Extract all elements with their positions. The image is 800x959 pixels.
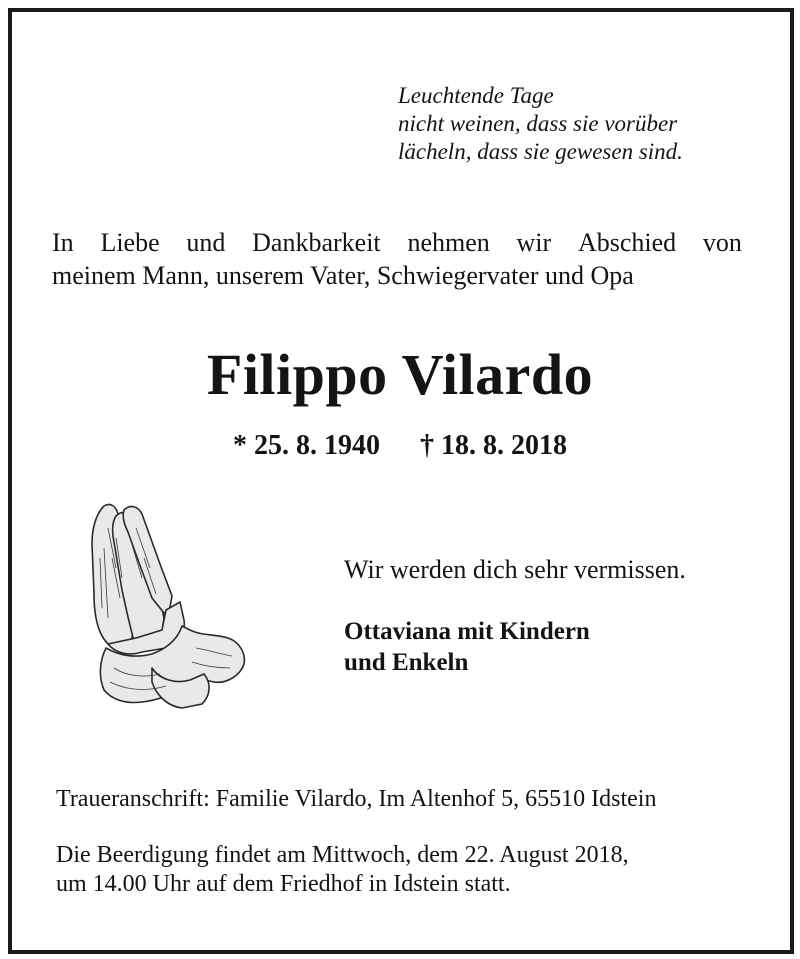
family-signature (344, 616, 590, 678)
intro-word: Dankbarkeit (252, 228, 381, 257)
funeral-line: um 14.00 Uhr auf dem Friedhof in Idstein statt. (56, 871, 511, 897)
mourning-address: Traueranschrift: Familie Vilardo, Im Altenhof 5, 65510 Idstein (56, 786, 657, 812)
family-line: Ottaviana mit Kindern (344, 618, 590, 645)
funeral-line: Die Beerdigung findet am Mittwoch, dem 22. August 2018, (56, 842, 629, 868)
intro-word: Abschied (577, 228, 677, 257)
funeral-notice (56, 841, 629, 899)
poem-line: lächeln, dass sie gewesen sind. (398, 139, 683, 164)
intro-line-2: meinem Mann, unserem Vater, Schwiegervater und Opa (52, 261, 634, 290)
poem (398, 82, 758, 166)
intro-word: Liebe (100, 228, 160, 257)
birth-date: * 25. 8. 1940 (233, 430, 380, 461)
intro-word: In (52, 228, 74, 257)
deceased-name: Filippo Vilardo (206, 342, 594, 407)
poem-line: nicht weinen, dass sie vorüber (398, 111, 678, 136)
family-line: und Enkeln (344, 649, 469, 676)
intro-word: und (186, 228, 226, 257)
life-dates (0, 428, 800, 464)
intro-word: von (702, 228, 742, 257)
intro-line-1 (52, 226, 742, 259)
intro-text (52, 226, 742, 292)
death-date: † 18. 8. 2018 (420, 430, 567, 461)
poem-line: Leuchtende Tage (398, 83, 554, 108)
farewell-message: Wir werden dich sehr vermissen. (344, 555, 686, 584)
intro-word: nehmen (407, 228, 490, 257)
intro-word: wir (516, 228, 552, 257)
praying-hands-icon (86, 498, 248, 712)
